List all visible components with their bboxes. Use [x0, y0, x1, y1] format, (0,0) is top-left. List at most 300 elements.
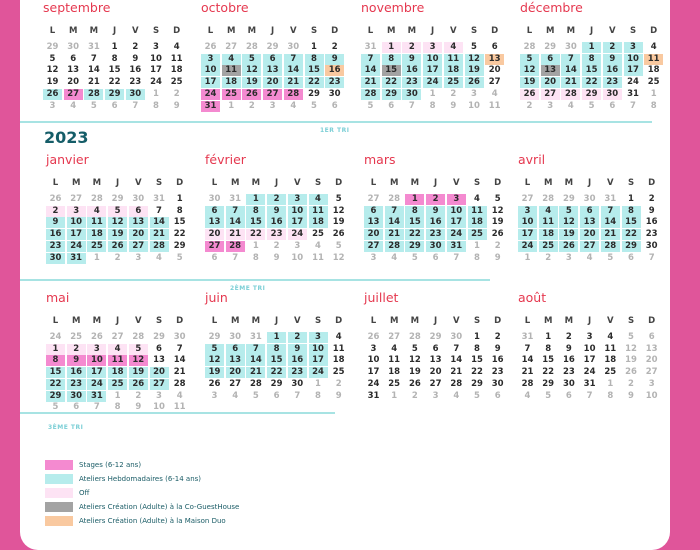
day-cell: 31: [367, 390, 380, 401]
day-cell: 1: [628, 194, 634, 204]
day-cell: 7: [156, 205, 162, 216]
day-cell: 18: [332, 355, 345, 366]
day-cell: 28: [90, 194, 103, 204]
day-cell: 17: [201, 77, 220, 88]
day-cell: 21: [150, 229, 169, 240]
day-cell: 4: [391, 343, 398, 354]
day-cell: 2: [135, 390, 142, 401]
day-cell: 11: [539, 217, 558, 228]
day-cell: 27: [70, 194, 83, 204]
day-cell: 7: [93, 402, 100, 413]
day-cell: 3: [423, 42, 442, 53]
day-cell: 3: [211, 390, 218, 401]
weekday-header: D: [648, 316, 656, 326]
day-cell: 18: [539, 229, 558, 240]
day-cell: 28: [132, 332, 145, 342]
day-cell: 2: [526, 100, 533, 111]
day-cell: 6: [609, 100, 616, 111]
day-cell: 15: [471, 355, 483, 366]
day-cell: 8: [315, 390, 321, 401]
day-cell: 19: [559, 229, 578, 240]
day-cell: 6: [628, 252, 634, 263]
day-cell: 2: [603, 42, 622, 53]
day-cell: 9: [288, 344, 307, 355]
day-cell: 2: [494, 240, 501, 251]
weekday-header: V: [453, 316, 460, 326]
day-cell: 1: [524, 252, 531, 263]
day-cell: 12: [408, 355, 421, 366]
weekday-header: S: [314, 178, 322, 188]
day-cell: 28: [226, 241, 245, 252]
day-cell: 6: [129, 206, 148, 217]
day-cell: 23: [645, 229, 658, 240]
day-cell: 1: [474, 332, 480, 342]
day-cell: 15: [108, 65, 121, 76]
day-cell: 20: [205, 229, 224, 240]
day-cell: 14: [521, 355, 534, 366]
day-cell: 16: [288, 355, 307, 366]
day-cell: 15: [622, 217, 641, 228]
day-cell: 1: [246, 194, 265, 205]
day-cell: 2: [273, 240, 280, 251]
day-cell: 21: [361, 77, 380, 88]
day-cell: 13: [226, 355, 245, 366]
day-cell: 28: [84, 89, 103, 100]
weekday-header: M: [226, 26, 236, 36]
day-cell: 23: [129, 77, 142, 88]
weekday-header: M: [68, 26, 78, 36]
day-cell: 30: [583, 194, 596, 204]
day-cell: 29: [582, 89, 601, 100]
day-cell: 22: [542, 367, 555, 378]
day-cell: 5: [411, 252, 418, 263]
day-cell: 4: [309, 194, 328, 205]
day-cell: 20: [541, 77, 560, 88]
day-cell: 11: [444, 54, 463, 65]
day-cell: 13: [205, 217, 224, 228]
day-cell: 5: [252, 390, 259, 401]
day-cell: 19: [625, 355, 637, 366]
day-cell: 28: [388, 194, 401, 204]
day-cell: 29: [544, 42, 557, 52]
day-cell: 22: [246, 229, 265, 240]
day-cell: 9: [132, 53, 139, 64]
day-cell: 6: [263, 54, 282, 65]
weekday-header: J: [434, 178, 438, 188]
day-cell: 10: [153, 402, 165, 413]
weekday-header: S: [473, 178, 481, 188]
day-cell: 22: [46, 379, 65, 390]
weekday-header: S: [310, 26, 318, 36]
weekday-header: S: [314, 316, 322, 326]
day-cell: 29: [111, 194, 124, 204]
weekday-header: L: [49, 26, 56, 36]
day-cell: 30: [229, 332, 242, 342]
weekday-header: M: [251, 316, 261, 326]
day-cell: 28: [542, 194, 555, 204]
weekday-header: J: [431, 26, 435, 36]
day-cell: 1: [315, 378, 321, 389]
day-cell: 2: [114, 252, 121, 263]
weekday-header: L: [524, 316, 531, 326]
day-cell: 26: [108, 241, 127, 252]
day-cell: 2: [248, 100, 255, 111]
legend-swatch: [45, 460, 73, 470]
day-cell: 1: [228, 100, 235, 111]
day-cell: 16: [129, 65, 142, 76]
day-cell: 19: [242, 77, 261, 88]
weekday-header: M: [543, 316, 553, 326]
day-cell: 9: [426, 206, 445, 217]
day-cell: 26: [559, 241, 578, 252]
day-cell: 2: [288, 332, 307, 343]
day-cell: 17: [583, 355, 596, 366]
weekday-header: S: [629, 26, 637, 36]
day-cell: 28: [561, 89, 580, 100]
day-cell: 24: [49, 332, 62, 342]
day-cell: 20: [129, 229, 148, 240]
day-cell: 4: [491, 88, 498, 99]
day-cell: 16: [267, 217, 286, 228]
day-cell: 3: [87, 344, 106, 355]
day-cell: 23: [46, 241, 65, 252]
day-cell: 28: [385, 241, 404, 252]
weekday-header: D: [494, 316, 502, 326]
day-cell: 8: [474, 252, 480, 263]
day-cell: 5: [49, 53, 56, 64]
weekday-header: V: [453, 178, 460, 188]
day-cell: 25: [388, 378, 401, 389]
day-cell: 24: [447, 229, 466, 240]
day-cell: 31: [201, 101, 220, 112]
day-cell: 31: [447, 241, 466, 252]
day-cell: 7: [361, 54, 380, 65]
day-cell: 22: [471, 367, 483, 378]
day-cell: 5: [108, 206, 127, 217]
day-cell: 7: [132, 100, 139, 111]
day-cell: 4: [290, 100, 297, 111]
day-cell: 27: [521, 194, 534, 204]
weekday-header: S: [473, 316, 481, 326]
month-name: décembre: [520, 0, 583, 15]
weekday-header: D: [650, 26, 658, 36]
weekday-header: M: [564, 316, 574, 326]
month-name: février: [205, 152, 246, 167]
day-cell: 6: [211, 252, 218, 263]
day-cell: 7: [90, 53, 97, 64]
day-cell: 22: [382, 77, 401, 88]
day-cell: 25: [468, 229, 487, 240]
day-cell: 30: [46, 253, 65, 264]
day-cell: 27: [388, 332, 401, 342]
day-cell: 26: [332, 229, 345, 240]
day-cell: 9: [494, 252, 501, 263]
weekday-header: V: [290, 26, 297, 36]
day-cell: 28: [601, 241, 620, 252]
weekday-header: M: [410, 178, 420, 188]
day-cell: 7: [246, 344, 265, 355]
day-cell: 12: [559, 217, 578, 228]
day-cell: 4: [222, 54, 241, 65]
day-cell: 8: [305, 54, 324, 65]
day-cell: 11: [87, 217, 106, 228]
day-cell: 13: [645, 343, 658, 354]
day-cell: 1: [114, 390, 121, 401]
day-cell: 4: [524, 390, 531, 401]
day-cell: 2: [628, 378, 634, 389]
day-cell: 2: [426, 194, 445, 205]
day-cell: 29: [153, 332, 165, 342]
day-cell: 27: [64, 89, 83, 100]
day-cell: 20: [150, 367, 169, 378]
legend-item-off: [45, 488, 305, 498]
day-cell: 16: [603, 65, 622, 76]
day-cell: 22: [582, 77, 601, 88]
day-cell: 20: [364, 229, 383, 240]
day-cell: 3: [153, 42, 159, 52]
day-cell: 12: [465, 54, 484, 65]
day-cell: 12: [108, 217, 127, 228]
weekday-header: D: [176, 316, 184, 326]
day-cell: 18: [222, 77, 241, 88]
day-cell: 17: [87, 367, 106, 378]
day-cell: 22: [173, 229, 186, 240]
day-cell: 4: [453, 390, 460, 401]
day-cell: 10: [288, 206, 307, 217]
weekday-header: D: [331, 26, 339, 36]
day-cell: 6: [580, 206, 599, 217]
day-cell: 14: [226, 217, 245, 228]
legend-swatch: [45, 488, 73, 498]
day-cell: 18: [309, 217, 328, 228]
day-cell: 24: [288, 229, 307, 240]
day-cell: 24: [627, 77, 639, 88]
day-cell: 31: [627, 88, 639, 99]
day-cell: 29: [308, 88, 320, 99]
day-cell: 1: [474, 240, 480, 251]
day-cell: 8: [582, 54, 601, 65]
day-cell: 2: [67, 344, 86, 355]
day-cell: 7: [284, 54, 303, 65]
trimester-label-3: 3ÈME TRI: [48, 424, 84, 431]
day-cell: 3: [518, 206, 537, 217]
weekday-header: D: [648, 178, 656, 188]
day-cell: 23: [426, 229, 445, 240]
month-name: janvier: [46, 152, 89, 167]
day-cell: 28: [521, 378, 534, 389]
legend-item-stages: [45, 460, 305, 470]
weekday-header: S: [155, 316, 163, 326]
day-cell: 6: [432, 252, 439, 263]
day-cell: 19: [332, 217, 345, 228]
day-cell: 29: [46, 42, 59, 52]
day-cell: 11: [309, 206, 328, 217]
day-cell: 10: [87, 355, 106, 366]
day-cell: 30: [402, 89, 421, 100]
day-cell: 28: [408, 332, 421, 342]
day-cell: 6: [432, 343, 439, 354]
day-cell: 6: [331, 100, 338, 111]
day-cell: 25: [222, 89, 241, 100]
day-cell: 5: [90, 100, 97, 111]
day-cell: 17: [67, 229, 86, 240]
day-cell: 11: [173, 402, 186, 413]
weekday-header: S: [627, 316, 635, 326]
day-cell: 8: [650, 100, 657, 111]
day-cell: 28: [284, 89, 303, 100]
day-cell: 8: [153, 100, 159, 111]
day-cell: 2: [46, 206, 65, 217]
legend-swatch: [45, 474, 73, 484]
day-cell: 2: [335, 378, 342, 389]
day-cell: 11: [488, 100, 501, 111]
day-cell: 26: [520, 89, 539, 100]
weekday-header: J: [271, 26, 275, 36]
day-cell: 8: [622, 206, 641, 217]
weekday-header: J: [113, 26, 117, 36]
day-cell: 26: [204, 42, 217, 52]
day-cell: 1: [267, 332, 286, 343]
day-cell: 18: [87, 229, 106, 240]
day-cell: 6: [273, 390, 280, 401]
day-cell: 20: [488, 65, 501, 76]
month-name: août: [518, 290, 547, 305]
day-cell: 25: [647, 77, 660, 88]
day-cell: 11: [644, 54, 663, 65]
day-cell: 26: [408, 378, 421, 389]
day-cell: 20: [429, 367, 442, 378]
day-cell: 16: [325, 65, 344, 76]
day-cell: 30: [562, 378, 575, 389]
day-cell: 5: [205, 344, 224, 355]
day-cell: 24: [201, 89, 220, 100]
day-cell: 11: [222, 65, 241, 76]
weekday-header: J: [275, 178, 279, 188]
day-cell: 4: [444, 42, 463, 53]
weekday-header: D: [335, 178, 343, 188]
day-cell: 30: [328, 88, 341, 99]
day-cell: 3: [309, 332, 328, 343]
day-cell: 2: [173, 88, 180, 99]
day-cell: 31: [229, 194, 242, 204]
day-cell: 1: [582, 42, 601, 53]
day-cell: 26: [367, 332, 380, 342]
weekday-header: M: [564, 178, 574, 188]
day-cell: 6: [491, 42, 498, 52]
day-cell: 29: [382, 89, 401, 100]
day-cell: 1: [176, 194, 183, 204]
day-cell: 5: [335, 194, 342, 204]
weekday-header: M: [407, 26, 417, 36]
day-cell: 30: [450, 332, 463, 342]
day-cell: 19: [205, 367, 224, 378]
day-cell: 3: [156, 390, 162, 401]
day-cell: 5: [242, 54, 261, 65]
day-cell: 3: [269, 100, 276, 111]
day-cell: 7: [586, 390, 593, 401]
weekday-header: M: [71, 178, 81, 188]
day-cell: 3: [370, 252, 377, 263]
day-cell: 5: [545, 390, 552, 401]
day-cell: 12: [205, 355, 224, 366]
day-cell: 14: [87, 65, 100, 76]
day-cell: 28: [245, 42, 258, 52]
day-cell: 5: [628, 332, 634, 342]
day-cell: 1: [111, 42, 118, 52]
trimester-separator: [20, 279, 490, 281]
day-cell: 30: [208, 194, 221, 204]
day-cell: 29: [471, 378, 483, 389]
day-cell: 25: [108, 379, 127, 390]
day-cell: 27: [429, 378, 442, 389]
weekday-header: J: [275, 316, 279, 326]
weekday-header: M: [566, 26, 576, 36]
day-cell: 10: [309, 344, 328, 355]
weekday-header: L: [524, 178, 531, 188]
day-cell: 31: [87, 42, 100, 52]
day-cell: 23: [562, 367, 575, 378]
day-cell: 23: [288, 367, 307, 378]
day-cell: 8: [607, 390, 614, 401]
day-cell: 17: [150, 65, 162, 76]
day-cell: 14: [173, 355, 186, 366]
day-cell: 6: [73, 402, 80, 413]
day-cell: 26: [129, 379, 148, 390]
weekday-header: V: [132, 26, 139, 36]
legend-item-maison-duo: [45, 516, 305, 526]
day-cell: 8: [267, 344, 286, 355]
day-cell: 30: [126, 89, 145, 100]
day-cell: 2: [267, 194, 286, 205]
weekday-header: V: [135, 178, 142, 188]
day-cell: 5: [52, 402, 59, 413]
day-cell: 5: [176, 252, 183, 263]
weekday-header: V: [294, 316, 301, 326]
day-cell: 16: [645, 217, 658, 228]
weekday-header: M: [230, 316, 240, 326]
trimester-separator: [20, 121, 652, 123]
day-cell: 28: [450, 378, 463, 389]
weekday-header: M: [230, 178, 240, 188]
day-cell: 16: [67, 367, 86, 378]
day-cell: 21: [561, 77, 580, 88]
day-cell: 20: [645, 355, 658, 366]
weekday-header: M: [545, 26, 555, 36]
day-cell: 1: [650, 88, 657, 99]
day-cell: 27: [229, 378, 242, 389]
day-cell: 1: [46, 344, 65, 355]
day-cell: 5: [335, 240, 342, 251]
day-cell: 20: [580, 229, 599, 240]
day-cell: 27: [488, 77, 501, 88]
day-cell: 6: [388, 100, 395, 111]
day-cell: 16: [562, 355, 575, 366]
day-cell: 4: [335, 332, 342, 342]
day-cell: 3: [432, 390, 439, 401]
day-cell: 27: [541, 89, 560, 100]
day-cell: 13: [541, 65, 560, 76]
day-cell: 30: [491, 378, 504, 389]
weekday-header: J: [590, 26, 594, 36]
day-cell: 13: [364, 217, 383, 228]
day-cell: 11: [312, 252, 324, 263]
day-cell: 7: [176, 343, 183, 354]
day-cell: 5: [494, 194, 501, 204]
day-cell: 28: [150, 241, 169, 252]
calendar-sheet: [20, 0, 670, 550]
day-cell: 30: [291, 378, 304, 389]
day-cell: 1: [382, 42, 401, 53]
